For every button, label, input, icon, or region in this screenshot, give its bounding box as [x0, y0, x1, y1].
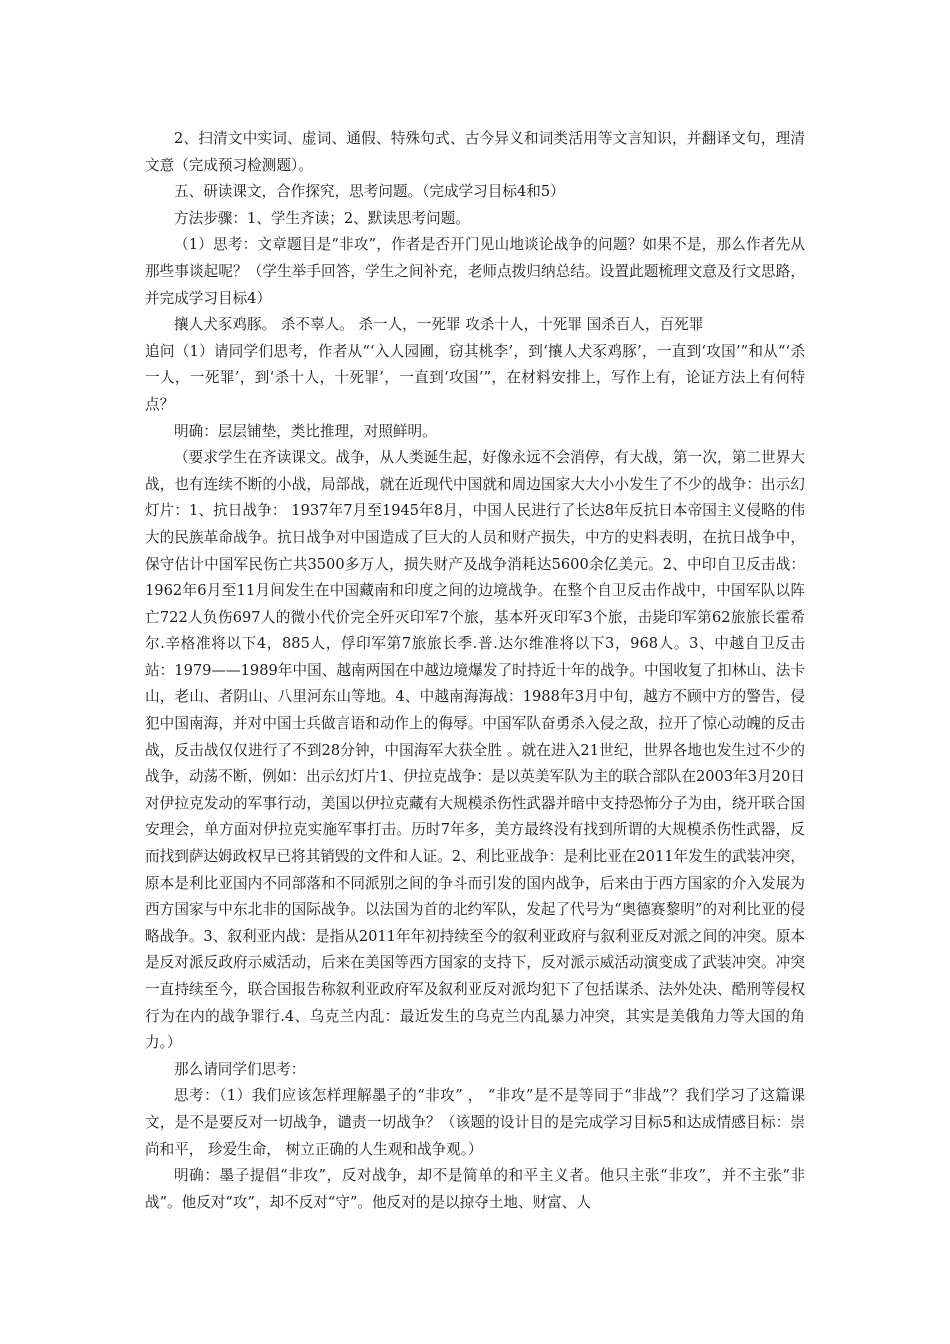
paragraph-4: （1）思考：文章题目是“非攻”，作者是否开门见山地谈论战争的问题？如果不是，那么作者先从那些事谈起呢？（学生举手回答，学生之间补充，老师点拨归纳总结。设置此题梳理文意及行文思路，并完成学习目标4）: [145, 236, 805, 307]
paragraph-3: 方法步骤：1、学生齐读；2、默读思考问题。: [174, 209, 470, 227]
paragraph-2: 五、研读课文，合作探究，思考问题。（完成学习目标4和5）: [174, 183, 565, 201]
document-page: [145, 126, 805, 1216]
paragraph-10: 思考：（1）我们应该怎样理解墨子的“非攻” ， “非攻”是不是等同于“非战”？我们学习了这篇课文，是不是要反对一切战争，谴责一切战争？（该题的设计目的是完成学习目标5和达成情感目标：崇尚和平， 珍爱生命， 树立正确的人生观和战争观。）: [145, 1087, 805, 1158]
paragraph-11: 明确：墨子提倡“非攻”，反对战争，却不是简单的和平主义者。他只主张“非攻”，并不主张“非战”。他反对“攻”，却不反对“守”。他反对的是以掠夺土地、财富、人: [145, 1167, 805, 1211]
paragraph-1: 2、扫清文中实词、虚词、通假、特殊句式、古今异义和词类活用等文言知识，并翻译文句，理清文意（完成预习检测题）。: [145, 130, 805, 174]
paragraph-6: 追问（1）请同学们思考，作者从“‘入人园圃，窃其桃李’，到‘攘人犬豕鸡豚’，一直到‘攻国’”和从“‘杀一人，一死罪’，到‘杀十人，十死罪’，一直到‘攻国’”，在材料安排上，写作上有，论证方法上有何特点？: [145, 342, 805, 413]
paragraph-9: 那么请同学们思考：: [174, 1060, 306, 1078]
paragraph-7: 明确：层层铺垫，类比推理，对照鲜明。: [174, 422, 437, 440]
paragraph-5: 攘人犬豕鸡豚。 杀不辜人。 杀一人，一死罪 攻杀十人，十死罪 国杀百人，百死罪: [174, 316, 704, 334]
paragraph-8: （要求学生在齐读课文。战争，从人类诞生起，好像永远不会消停，有大战，第一次，第二世界大战，也有连续不断的小战，局部战，就在近现代中国就和周边国家大大小小发生了不少的战争：出示幻灯片：1、抗日战争： 1937年7月至1945年8月，中国人民进行了长达8年反抗日本帝国主义侵略的伟大的民族革命战争。抗日战争对中国造成了巨大的人员和财产损失，中方的史料表明，在抗日战争中，保守估计中国军民伤亡共3500多万人，损失财产及战争消耗达5600余亿美元。2、中印自卫反击战：1962年6月至11月间发生在中国藏南和印度之间的边境战争。在整个自卫反击作战中，中国军队以阵亡722人负伤697人的微小代价完全歼灭印军7个旅，基本歼灭印军3个旅，击毙印军第62旅旅长霍希尔.辛格准将以下4，885人，俘印军第7旅旅长季.普.达尔维准将以下3，968人。3、中越自卫反击站：1979——1989年中国、越南两国在中越边境爆发了时持近十年的战争。中国收复了扣林山、法卡山，老山、者阴山、八里河东山等地。4、中越南海海战：1988年3月中旬，越方不顾中方的警告，侵犯中国南海，并对中国士兵做言语和动作上的侮辱。中国军队奋勇杀入侵之敌，拉开了惊心动魄的反击战，反击战仅仅进行了不到28分钟，中国海军大获全胜 。就在进入21世纪，世界各地也发生过不少的战争，动荡不断，例如：出示幻灯片1、伊拉克战争：是以英美军队为主的联合部队在2003年3月20日对伊拉克发动的军事行动，美国以伊拉克藏有大规模杀伤性武器并暗中支持恐怖分子为由，绕开联合国安理会，单方面对伊拉克实施军事打击。历时7年多，美方最终没有找到所谓的大规模杀伤性武器，反而找到萨达姆政权早已将其销毁的文件和人证。2、利比亚战争：是利比亚在2011年发生的武装冲突，原本是利比亚国内不同部落和不同派别之间的争斗而引发的国内战争，后来由于西方国家的介入发展为西方国家与中东北非的国际战争。以法国为首的北约军队，发起了代号为“奥德赛黎明”的对利比亚的侵略战争。3、叙利亚内战：是指从2011年年初持续至今的叙利亚政府与叙利亚反对派之间的冲突。原本是反对派反政府示威活动，后来在美国等西方国家的支持下，反对派示威活动演变成了武装冲突。冲突一直持续至今，联合国报告称叙利亚政府军及叙利亚反对派均犯下了包括谋杀、法外处决、酷刑等侵权行为在内的战争罪行.4、乌克兰内乱：最近发生的乌克兰内乱暴力冲突，其实是美俄角力等大国的角力。）: [145, 449, 805, 1052]
